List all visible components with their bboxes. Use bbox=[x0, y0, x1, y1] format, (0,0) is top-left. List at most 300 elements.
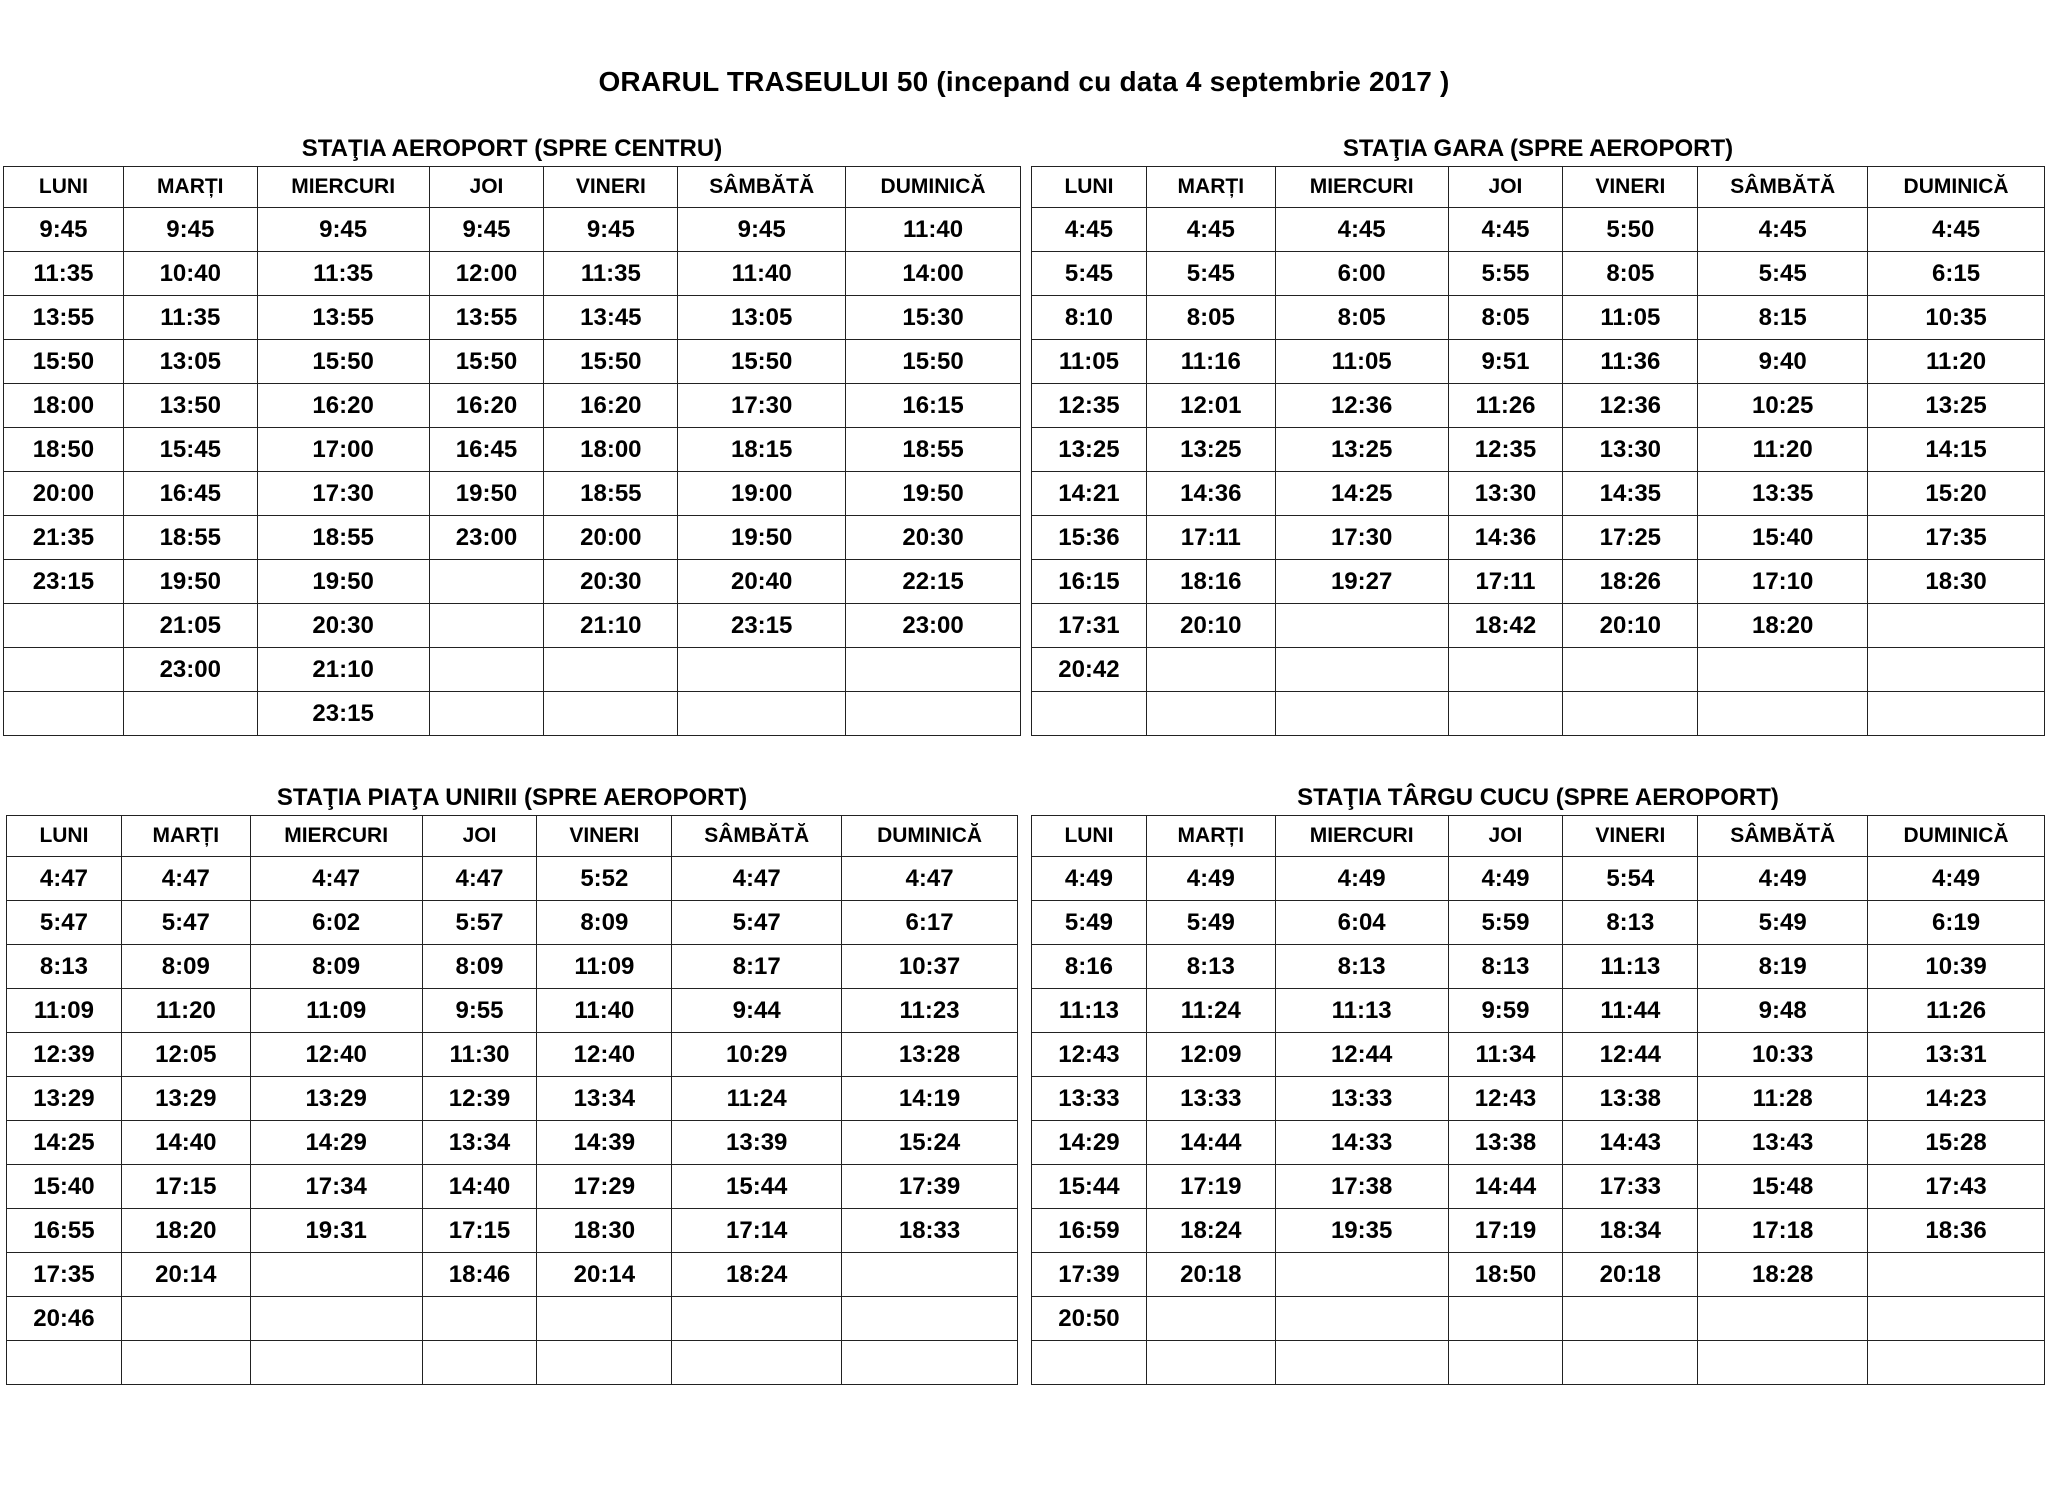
departure-time: 13:05 bbox=[123, 340, 257, 384]
day-header: SÂMBĂTĂ bbox=[672, 816, 842, 857]
day-header: SÂMBĂTĂ bbox=[1698, 167, 1868, 208]
departure-time: 10:37 bbox=[842, 945, 1018, 989]
departure-time: 11:36 bbox=[1563, 340, 1698, 384]
departure-time bbox=[1868, 1341, 2045, 1385]
departure-time: 8:13 bbox=[7, 945, 122, 989]
departure-time bbox=[1698, 1341, 1868, 1385]
departure-time: 18:55 bbox=[123, 516, 257, 560]
departure-time: 17:18 bbox=[1698, 1209, 1868, 1253]
departure-time: 4:45 bbox=[1448, 208, 1563, 252]
departure-time: 11:35 bbox=[544, 252, 678, 296]
departure-time bbox=[1275, 648, 1448, 692]
departure-time: 20:00 bbox=[544, 516, 678, 560]
departure-time: 15:50 bbox=[4, 340, 124, 384]
departure-time bbox=[1698, 692, 1868, 736]
departure-time: 20:30 bbox=[257, 604, 429, 648]
departure-time: 5:54 bbox=[1563, 857, 1698, 901]
departure-time: 11:20 bbox=[121, 989, 250, 1033]
departure-time: 17:00 bbox=[257, 428, 429, 472]
station-title: STAŢIA TÂRGU CUCU (SPRE AEROPORT) bbox=[1297, 784, 1779, 811]
departure-time: 11:09 bbox=[537, 945, 672, 989]
departure-time bbox=[1146, 1297, 1275, 1341]
departure-time bbox=[537, 1297, 672, 1341]
departure-time: 23:00 bbox=[123, 648, 257, 692]
departure-time: 11:09 bbox=[7, 989, 122, 1033]
header-row bbox=[4, 167, 1021, 208]
departure-time: 18:20 bbox=[1698, 604, 1868, 648]
departure-time: 19:27 bbox=[1275, 560, 1448, 604]
departure-time: 8:05 bbox=[1448, 296, 1563, 340]
departure-time: 5:49 bbox=[1698, 901, 1868, 945]
departure-time: 18:15 bbox=[678, 428, 846, 472]
table-row bbox=[1032, 857, 2045, 901]
departure-time: 18:55 bbox=[544, 472, 678, 516]
departure-time: 14:35 bbox=[1563, 472, 1698, 516]
departure-time: 4:49 bbox=[1698, 857, 1868, 901]
departure-time: 17:34 bbox=[250, 1165, 422, 1209]
departure-time: 19:50 bbox=[429, 472, 544, 516]
departure-time: 12:40 bbox=[537, 1033, 672, 1077]
departure-time: 4:45 bbox=[1146, 208, 1275, 252]
departure-time: 11:24 bbox=[672, 1077, 842, 1121]
departure-time: 17:11 bbox=[1146, 516, 1275, 560]
departure-time: 23:15 bbox=[4, 560, 124, 604]
departure-time: 4:45 bbox=[1032, 208, 1147, 252]
departure-time: 15:20 bbox=[1868, 472, 2045, 516]
departure-time: 18:36 bbox=[1868, 1209, 2045, 1253]
table-row bbox=[7, 1253, 1018, 1297]
departure-time: 5:47 bbox=[121, 901, 250, 945]
departure-time bbox=[429, 604, 544, 648]
table-row bbox=[4, 472, 1021, 516]
departure-time bbox=[121, 1297, 250, 1341]
departure-time: 4:45 bbox=[1275, 208, 1448, 252]
departure-time: 6:17 bbox=[842, 901, 1018, 945]
departure-time: 11:34 bbox=[1448, 1033, 1563, 1077]
departure-time: 4:45 bbox=[1868, 208, 2045, 252]
departure-time: 13:25 bbox=[1275, 428, 1448, 472]
departure-time: 17:29 bbox=[537, 1165, 672, 1209]
departure-time: 9:45 bbox=[544, 208, 678, 252]
departure-time: 16:45 bbox=[429, 428, 544, 472]
station-title: STAŢIA AEROPORT (SPRE CENTRU) bbox=[301, 135, 723, 162]
departure-time: 14:40 bbox=[121, 1121, 250, 1165]
departure-time: 10:40 bbox=[123, 252, 257, 296]
departure-time: 17:15 bbox=[422, 1209, 537, 1253]
departure-time: 13:38 bbox=[1448, 1121, 1563, 1165]
day-header: SÂMBĂTĂ bbox=[678, 167, 846, 208]
departure-time: 5:45 bbox=[1146, 252, 1275, 296]
day-header: DUMINICĂ bbox=[1868, 167, 2045, 208]
departure-time: 15:36 bbox=[1032, 516, 1147, 560]
departure-time: 20:40 bbox=[678, 560, 846, 604]
day-header: LUNI bbox=[7, 816, 122, 857]
departure-time: 11:24 bbox=[1146, 989, 1275, 1033]
departure-time: 23:00 bbox=[429, 516, 544, 560]
table-row bbox=[1032, 384, 2045, 428]
departure-time: 4:47 bbox=[672, 857, 842, 901]
page-title: ORARUL TRASEULUI 50 (incepand cu data 4 septembrie 2017 ) bbox=[598, 66, 1450, 97]
departure-time: 15:40 bbox=[7, 1165, 122, 1209]
departure-time: 18:30 bbox=[537, 1209, 672, 1253]
departure-time: 20:00 bbox=[4, 472, 124, 516]
departure-time: 12:43 bbox=[1032, 1033, 1147, 1077]
departure-time: 14:23 bbox=[1868, 1077, 2045, 1121]
departure-time: 8:15 bbox=[1698, 296, 1868, 340]
departure-time: 13:05 bbox=[678, 296, 846, 340]
departure-time: 20:10 bbox=[1146, 604, 1275, 648]
departure-time: 19:50 bbox=[846, 472, 1021, 516]
departure-time: 11:35 bbox=[257, 252, 429, 296]
departure-time: 6:15 bbox=[1868, 252, 2045, 296]
day-header: MIERCURI bbox=[1275, 167, 1448, 208]
departure-time: 15:50 bbox=[257, 340, 429, 384]
departure-time: 11:30 bbox=[422, 1033, 537, 1077]
departure-time: 4:47 bbox=[121, 857, 250, 901]
departure-time: 12:01 bbox=[1146, 384, 1275, 428]
departure-time: 14:29 bbox=[1032, 1121, 1147, 1165]
departure-time: 8:17 bbox=[672, 945, 842, 989]
departure-time: 14:44 bbox=[1146, 1121, 1275, 1165]
day-header: MARȚI bbox=[1146, 167, 1275, 208]
departure-time: 14:19 bbox=[842, 1077, 1018, 1121]
departure-time: 9:45 bbox=[123, 208, 257, 252]
departure-time: 20:14 bbox=[121, 1253, 250, 1297]
departure-time: 8:19 bbox=[1698, 945, 1868, 989]
departure-time: 19:31 bbox=[250, 1209, 422, 1253]
table-row bbox=[1032, 945, 2045, 989]
departure-time: 20:18 bbox=[1146, 1253, 1275, 1297]
table-row bbox=[7, 857, 1018, 901]
table-row bbox=[4, 516, 1021, 560]
departure-time: 19:50 bbox=[123, 560, 257, 604]
departure-time bbox=[1698, 648, 1868, 692]
departure-time: 16:20 bbox=[544, 384, 678, 428]
day-header: VINERI bbox=[544, 167, 678, 208]
departure-time: 14:40 bbox=[422, 1165, 537, 1209]
departure-time: 14:00 bbox=[846, 252, 1021, 296]
departure-time: 9:59 bbox=[1448, 989, 1563, 1033]
departure-time: 13:55 bbox=[429, 296, 544, 340]
departure-time bbox=[1275, 1253, 1448, 1297]
table-row bbox=[1032, 208, 2045, 252]
departure-time: 17:35 bbox=[1868, 516, 2045, 560]
table-row bbox=[1032, 648, 2045, 692]
departure-time bbox=[842, 1253, 1018, 1297]
departure-time: 23:15 bbox=[257, 692, 429, 736]
table-row bbox=[1032, 516, 2045, 560]
departure-time: 10:29 bbox=[672, 1033, 842, 1077]
departure-time: 15:24 bbox=[842, 1121, 1018, 1165]
table-row bbox=[7, 1209, 1018, 1253]
table-row bbox=[4, 252, 1021, 296]
departure-time: 5:59 bbox=[1448, 901, 1563, 945]
departure-time: 16:55 bbox=[7, 1209, 122, 1253]
table-row bbox=[1032, 1341, 2045, 1385]
departure-time: 16:20 bbox=[257, 384, 429, 428]
departure-time: 15:50 bbox=[678, 340, 846, 384]
departure-time: 14:21 bbox=[1032, 472, 1147, 516]
departure-time: 8:13 bbox=[1448, 945, 1563, 989]
departure-time: 13:55 bbox=[257, 296, 429, 340]
departure-time: 21:05 bbox=[123, 604, 257, 648]
departure-time: 14:29 bbox=[250, 1121, 422, 1165]
departure-time: 16:20 bbox=[429, 384, 544, 428]
table-row bbox=[1032, 692, 2045, 736]
day-header: DUMINICĂ bbox=[842, 816, 1018, 857]
departure-time: 21:10 bbox=[544, 604, 678, 648]
table-row bbox=[7, 1033, 1018, 1077]
departure-time: 8:05 bbox=[1563, 252, 1698, 296]
departure-time: 15:44 bbox=[672, 1165, 842, 1209]
departure-time: 13:30 bbox=[1563, 428, 1698, 472]
table-row bbox=[1032, 1121, 2045, 1165]
departure-time: 11:13 bbox=[1275, 989, 1448, 1033]
departure-time: 14:15 bbox=[1868, 428, 2045, 472]
departure-time: 17:10 bbox=[1698, 560, 1868, 604]
departure-time: 11:35 bbox=[4, 252, 124, 296]
departure-time: 5:47 bbox=[7, 901, 122, 945]
departure-time: 17:39 bbox=[1032, 1253, 1147, 1297]
departure-time bbox=[1275, 1297, 1448, 1341]
table-row bbox=[1032, 296, 2045, 340]
departure-time: 4:49 bbox=[1868, 857, 2045, 901]
departure-time: 5:49 bbox=[1146, 901, 1275, 945]
departure-time: 11:26 bbox=[1868, 989, 2045, 1033]
departure-time bbox=[422, 1341, 537, 1385]
departure-time bbox=[1448, 1297, 1563, 1341]
departure-time bbox=[1275, 1341, 1448, 1385]
day-header: MARȚI bbox=[1146, 816, 1275, 857]
departure-time: 4:49 bbox=[1275, 857, 1448, 901]
day-header: LUNI bbox=[4, 167, 124, 208]
day-header: JOI bbox=[429, 167, 544, 208]
departure-time: 18:34 bbox=[1563, 1209, 1698, 1253]
departure-time: 15:48 bbox=[1698, 1165, 1868, 1209]
departure-time: 20:10 bbox=[1563, 604, 1698, 648]
schedule-table bbox=[1031, 166, 2045, 736]
departure-time: 8:05 bbox=[1146, 296, 1275, 340]
departure-time: 8:09 bbox=[537, 901, 672, 945]
schedule-table bbox=[1031, 815, 2045, 1385]
departure-time: 17:31 bbox=[1032, 604, 1147, 648]
departure-time bbox=[1146, 1341, 1275, 1385]
day-header: JOI bbox=[1448, 816, 1563, 857]
departure-time: 13:31 bbox=[1868, 1033, 2045, 1077]
departure-time: 15:40 bbox=[1698, 516, 1868, 560]
departure-time: 5:45 bbox=[1698, 252, 1868, 296]
departure-time: 11:13 bbox=[1032, 989, 1147, 1033]
departure-time: 12:39 bbox=[422, 1077, 537, 1121]
departure-time: 18:50 bbox=[4, 428, 124, 472]
departure-time: 17:30 bbox=[1275, 516, 1448, 560]
table-row bbox=[1032, 1297, 2045, 1341]
departure-time bbox=[678, 692, 846, 736]
departure-time: 11:26 bbox=[1448, 384, 1563, 428]
table-row bbox=[7, 989, 1018, 1033]
departure-time: 11:23 bbox=[842, 989, 1018, 1033]
departure-time bbox=[672, 1297, 842, 1341]
table-row bbox=[1032, 472, 2045, 516]
departure-time: 18:26 bbox=[1563, 560, 1698, 604]
departure-time: 11:40 bbox=[846, 208, 1021, 252]
departure-time: 14:33 bbox=[1275, 1121, 1448, 1165]
departure-time bbox=[429, 692, 544, 736]
departure-time: 5:47 bbox=[672, 901, 842, 945]
departure-time: 12:09 bbox=[1146, 1033, 1275, 1077]
table-row bbox=[7, 1341, 1018, 1385]
departure-time: 13:29 bbox=[121, 1077, 250, 1121]
departure-time bbox=[842, 1297, 1018, 1341]
table-row bbox=[7, 945, 1018, 989]
departure-time: 12:44 bbox=[1275, 1033, 1448, 1077]
day-header: VINERI bbox=[537, 816, 672, 857]
departure-time: 17:33 bbox=[1563, 1165, 1698, 1209]
departure-time bbox=[429, 648, 544, 692]
departure-time: 15:50 bbox=[429, 340, 544, 384]
departure-time: 11:40 bbox=[537, 989, 672, 1033]
departure-time: 8:13 bbox=[1275, 945, 1448, 989]
departure-time bbox=[1868, 604, 2045, 648]
departure-time: 18:24 bbox=[672, 1253, 842, 1297]
departure-time: 12:35 bbox=[1448, 428, 1563, 472]
departure-time: 17:43 bbox=[1868, 1165, 2045, 1209]
table-row bbox=[4, 560, 1021, 604]
day-header: MARȚI bbox=[121, 816, 250, 857]
day-header: SÂMBĂTĂ bbox=[1698, 816, 1868, 857]
departure-time bbox=[1868, 692, 2045, 736]
departure-time: 12:40 bbox=[250, 1033, 422, 1077]
departure-time: 11:20 bbox=[1868, 340, 2045, 384]
departure-time: 13:34 bbox=[422, 1121, 537, 1165]
departure-time bbox=[1868, 648, 2045, 692]
departure-time bbox=[678, 648, 846, 692]
day-header: LUNI bbox=[1032, 167, 1147, 208]
departure-time: 8:09 bbox=[250, 945, 422, 989]
departure-time bbox=[1146, 648, 1275, 692]
departure-time: 12:05 bbox=[121, 1033, 250, 1077]
departure-time: 11:44 bbox=[1563, 989, 1698, 1033]
departure-time bbox=[1698, 1297, 1868, 1341]
departure-time: 20:50 bbox=[1032, 1297, 1147, 1341]
departure-time: 11:16 bbox=[1146, 340, 1275, 384]
departure-time: 18:50 bbox=[1448, 1253, 1563, 1297]
table-row bbox=[1032, 1165, 2045, 1209]
table-row bbox=[4, 340, 1021, 384]
table-row bbox=[1032, 340, 2045, 384]
departure-time: 13:33 bbox=[1275, 1077, 1448, 1121]
departure-time: 17:14 bbox=[672, 1209, 842, 1253]
day-header: VINERI bbox=[1563, 816, 1698, 857]
departure-time: 11:05 bbox=[1563, 296, 1698, 340]
day-header: DUMINICĂ bbox=[1868, 816, 2045, 857]
departure-time: 20:42 bbox=[1032, 648, 1147, 692]
station-title: STAŢIA GARA (SPRE AEROPORT) bbox=[1342, 135, 1734, 162]
departure-time: 18:16 bbox=[1146, 560, 1275, 604]
departure-time: 5:55 bbox=[1448, 252, 1563, 296]
departure-time: 18:42 bbox=[1448, 604, 1563, 648]
departure-time: 12:35 bbox=[1032, 384, 1147, 428]
departure-time: 4:49 bbox=[1146, 857, 1275, 901]
departure-time: 8:16 bbox=[1032, 945, 1147, 989]
departure-time: 13:29 bbox=[7, 1077, 122, 1121]
departure-time bbox=[1868, 1253, 2045, 1297]
departure-time: 19:50 bbox=[257, 560, 429, 604]
day-header: JOI bbox=[1448, 167, 1563, 208]
departure-time bbox=[250, 1341, 422, 1385]
departure-time bbox=[1275, 604, 1448, 648]
departure-time: 18:24 bbox=[1146, 1209, 1275, 1253]
departure-time bbox=[1868, 1297, 2045, 1341]
departure-time: 9:51 bbox=[1448, 340, 1563, 384]
departure-time: 17:38 bbox=[1275, 1165, 1448, 1209]
station-title: STAŢIA PIAŢA UNIRII (SPRE AEROPORT) bbox=[276, 784, 748, 811]
departure-time: 5:45 bbox=[1032, 252, 1147, 296]
departure-time: 18:46 bbox=[422, 1253, 537, 1297]
departure-time: 12:39 bbox=[7, 1033, 122, 1077]
departure-time: 11:28 bbox=[1698, 1077, 1868, 1121]
departure-time bbox=[544, 692, 678, 736]
header-row bbox=[1032, 167, 2045, 208]
departure-time: 15:30 bbox=[846, 296, 1021, 340]
table-row bbox=[1032, 604, 2045, 648]
departure-time: 15:45 bbox=[123, 428, 257, 472]
departure-time bbox=[1146, 692, 1275, 736]
departure-time: 18:55 bbox=[257, 516, 429, 560]
departure-time: 20:18 bbox=[1563, 1253, 1698, 1297]
departure-time: 9:48 bbox=[1698, 989, 1868, 1033]
departure-time: 4:45 bbox=[1698, 208, 1868, 252]
day-header: MIERCURI bbox=[1275, 816, 1448, 857]
departure-time: 20:46 bbox=[7, 1297, 122, 1341]
departure-time bbox=[4, 604, 124, 648]
departure-time: 20:30 bbox=[544, 560, 678, 604]
departure-time bbox=[1032, 692, 1147, 736]
departure-time: 19:00 bbox=[678, 472, 846, 516]
header-row bbox=[1032, 816, 2045, 857]
departure-time bbox=[846, 648, 1021, 692]
table-row bbox=[1032, 989, 2045, 1033]
departure-time: 18:33 bbox=[842, 1209, 1018, 1253]
table-row bbox=[1032, 1209, 2045, 1253]
departure-time: 8:05 bbox=[1275, 296, 1448, 340]
departure-time: 20:30 bbox=[846, 516, 1021, 560]
departure-time bbox=[250, 1297, 422, 1341]
day-header: DUMINICĂ bbox=[846, 167, 1021, 208]
departure-time: 9:55 bbox=[422, 989, 537, 1033]
departure-time: 6:00 bbox=[1275, 252, 1448, 296]
table-row bbox=[1032, 1033, 2045, 1077]
departure-time: 22:15 bbox=[846, 560, 1021, 604]
departure-time bbox=[1563, 1297, 1698, 1341]
departure-time: 8:09 bbox=[121, 945, 250, 989]
table-row bbox=[1032, 1253, 2045, 1297]
departure-time: 14:39 bbox=[537, 1121, 672, 1165]
departure-time: 21:35 bbox=[4, 516, 124, 560]
departure-time: 17:30 bbox=[678, 384, 846, 428]
departure-time: 13:28 bbox=[842, 1033, 1018, 1077]
departure-time: 13:55 bbox=[4, 296, 124, 340]
departure-time: 21:10 bbox=[257, 648, 429, 692]
departure-time: 11:35 bbox=[123, 296, 257, 340]
departure-time: 8:13 bbox=[1146, 945, 1275, 989]
departure-time bbox=[672, 1341, 842, 1385]
departure-time: 10:33 bbox=[1698, 1033, 1868, 1077]
table-row bbox=[7, 1077, 1018, 1121]
departure-time: 13:29 bbox=[250, 1077, 422, 1121]
departure-time: 8:09 bbox=[422, 945, 537, 989]
day-header: JOI bbox=[422, 816, 537, 857]
